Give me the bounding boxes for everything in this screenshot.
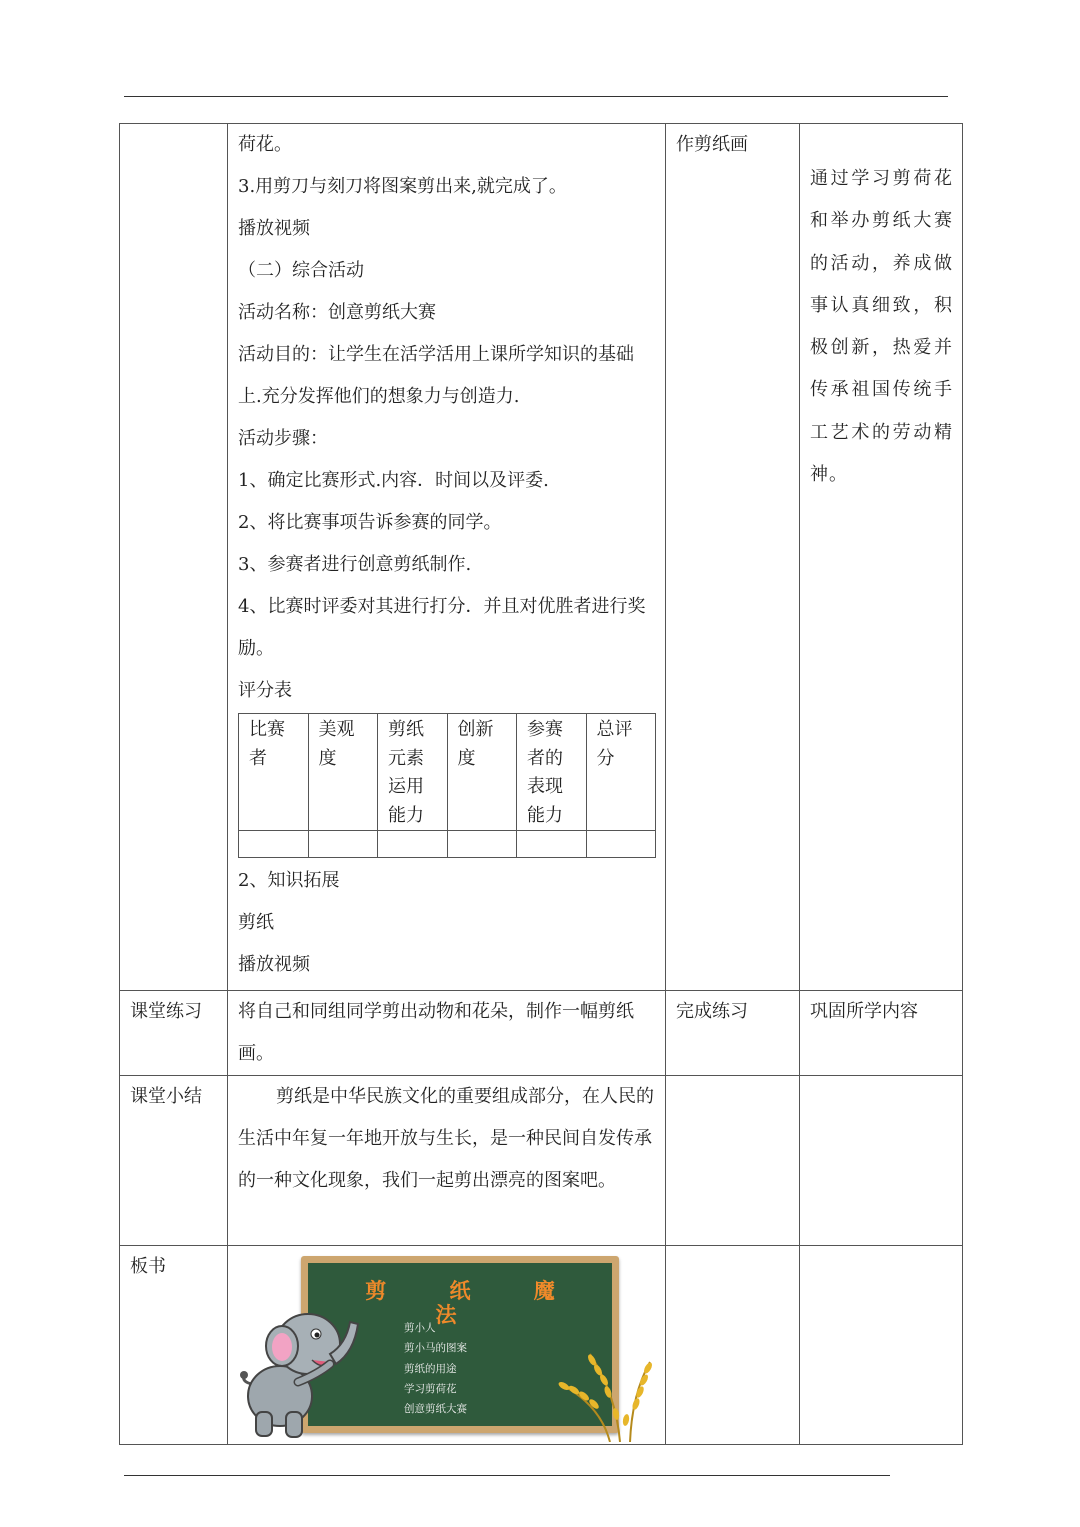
board-row bbox=[120, 1246, 963, 1445]
practice-student-text: 完成练习 bbox=[676, 1001, 748, 1022]
summary-label-cell bbox=[120, 1076, 228, 1246]
board-image-cell bbox=[228, 1246, 666, 1445]
stage-cell-empty bbox=[120, 124, 228, 991]
blackboard-item: 剪小马的图案 bbox=[404, 1342, 467, 1355]
board-purpose-cell bbox=[800, 1246, 963, 1445]
practice-teacher-text: 将自己和同组同学剪出动物和花朵，制作一幅剪纸画。 bbox=[238, 1001, 634, 1064]
student-activity-cell bbox=[666, 124, 800, 991]
blackboard-item: 创意剪纸大赛 bbox=[404, 1403, 467, 1416]
summary-purpose-cell bbox=[800, 1076, 963, 1246]
practice-label-cell bbox=[120, 991, 228, 1076]
student-activity-text: 作剪纸画 bbox=[676, 134, 748, 155]
step-3: 3、参赛者进行创意剪纸制作. bbox=[238, 554, 472, 575]
blackboard-item: 剪纸的用途 bbox=[404, 1362, 457, 1375]
practice-teacher-cell bbox=[228, 991, 666, 1076]
score-cell bbox=[517, 831, 587, 858]
score-header-cell: 剪纸元素运用能力 bbox=[378, 714, 448, 831]
score-cell bbox=[378, 831, 448, 858]
blackboard-item: 剪小人 bbox=[404, 1322, 436, 1334]
text-line: 剪纸 bbox=[238, 912, 274, 933]
summary-teacher-cell bbox=[228, 1076, 666, 1246]
footer-rule bbox=[124, 1475, 890, 1476]
score-cell bbox=[447, 831, 517, 858]
process-row bbox=[120, 124, 963, 991]
score-header-cell: 比赛者 bbox=[239, 714, 309, 831]
practice-purpose-cell bbox=[800, 991, 963, 1076]
blackboard-title: 剪 纸 魔 法 bbox=[365, 1279, 583, 1327]
text-line: 播放视频 bbox=[238, 218, 310, 239]
design-purpose-cell bbox=[800, 124, 963, 991]
step-2: 2、将比赛事项告诉参赛的同学。 bbox=[238, 512, 502, 533]
score-table-empty-row bbox=[239, 831, 656, 858]
activity-goal: 活动目的：让学生在活学活用上课所学知识的基础上.充分发挥他们的想象力与创造力. bbox=[238, 344, 634, 407]
blackboard-list bbox=[404, 1318, 467, 1419]
summary-student-cell bbox=[666, 1076, 800, 1246]
score-header-cell: 创新度 bbox=[447, 714, 517, 831]
elephant-illustration-icon bbox=[238, 1304, 360, 1440]
step-4: 4、比赛时评委对其进行打分．并且对优胜者进行奖励。 bbox=[238, 596, 646, 659]
score-table-caption: 评分表 bbox=[238, 680, 292, 701]
section-heading: （二）综合活动 bbox=[238, 260, 364, 281]
score-cell bbox=[239, 831, 309, 858]
text-line: 播放视频 bbox=[238, 954, 310, 975]
activity-name: 活动名称：创意剪纸大赛 bbox=[238, 302, 436, 323]
teacher-activity-cell bbox=[228, 124, 666, 991]
text-line: 2、知识拓展 bbox=[238, 870, 340, 891]
score-header-cell: 美观度 bbox=[308, 714, 378, 831]
activity-steps-heading: 活动步骤： bbox=[238, 428, 328, 449]
summary-text: 剪纸是中华民族文化的重要组成部分，在人民的生活中年复一年地开放与生长，是一种民间自发传承的一种文化现象，我们一起剪出漂亮的图案吧。 bbox=[238, 1086, 654, 1191]
summary-row bbox=[120, 1076, 963, 1246]
practice-label: 课堂练习 bbox=[130, 1001, 202, 1022]
score-header-cell: 参赛者的表现能力 bbox=[517, 714, 587, 831]
score-cell bbox=[308, 831, 378, 858]
practice-purpose-text: 巩固所学内容 bbox=[810, 1001, 918, 1022]
score-table-header-row bbox=[239, 714, 656, 831]
text-line: 荷花。 bbox=[238, 134, 292, 155]
lesson-plan-table bbox=[119, 123, 963, 1445]
text-line: 3.用剪刀与刻刀将图案剪出来,就完成了。 bbox=[238, 176, 567, 197]
board-student-cell bbox=[666, 1246, 800, 1445]
score-table bbox=[238, 713, 656, 858]
design-purpose-text: 通过学习剪荷花和举办剪纸大赛的活动，养成做事认真细致，积极创新，热爱并传承祖国传统手工艺术的劳动精神。 bbox=[810, 168, 953, 486]
header-rule bbox=[124, 96, 948, 97]
score-cell bbox=[586, 831, 656, 858]
score-header-cell: 总评分 bbox=[586, 714, 656, 831]
blackboard-item: 学习剪荷花 bbox=[404, 1382, 457, 1395]
summary-label: 课堂小结 bbox=[130, 1086, 202, 1107]
rice-stalk-illustration-icon bbox=[550, 1334, 660, 1442]
practice-student-cell bbox=[666, 991, 800, 1076]
board-label-cell bbox=[120, 1246, 228, 1445]
board-label: 板书 bbox=[130, 1256, 166, 1277]
step-1: 1、确定比赛形式.内容．时间以及评委. bbox=[238, 470, 549, 491]
practice-row bbox=[120, 991, 963, 1076]
